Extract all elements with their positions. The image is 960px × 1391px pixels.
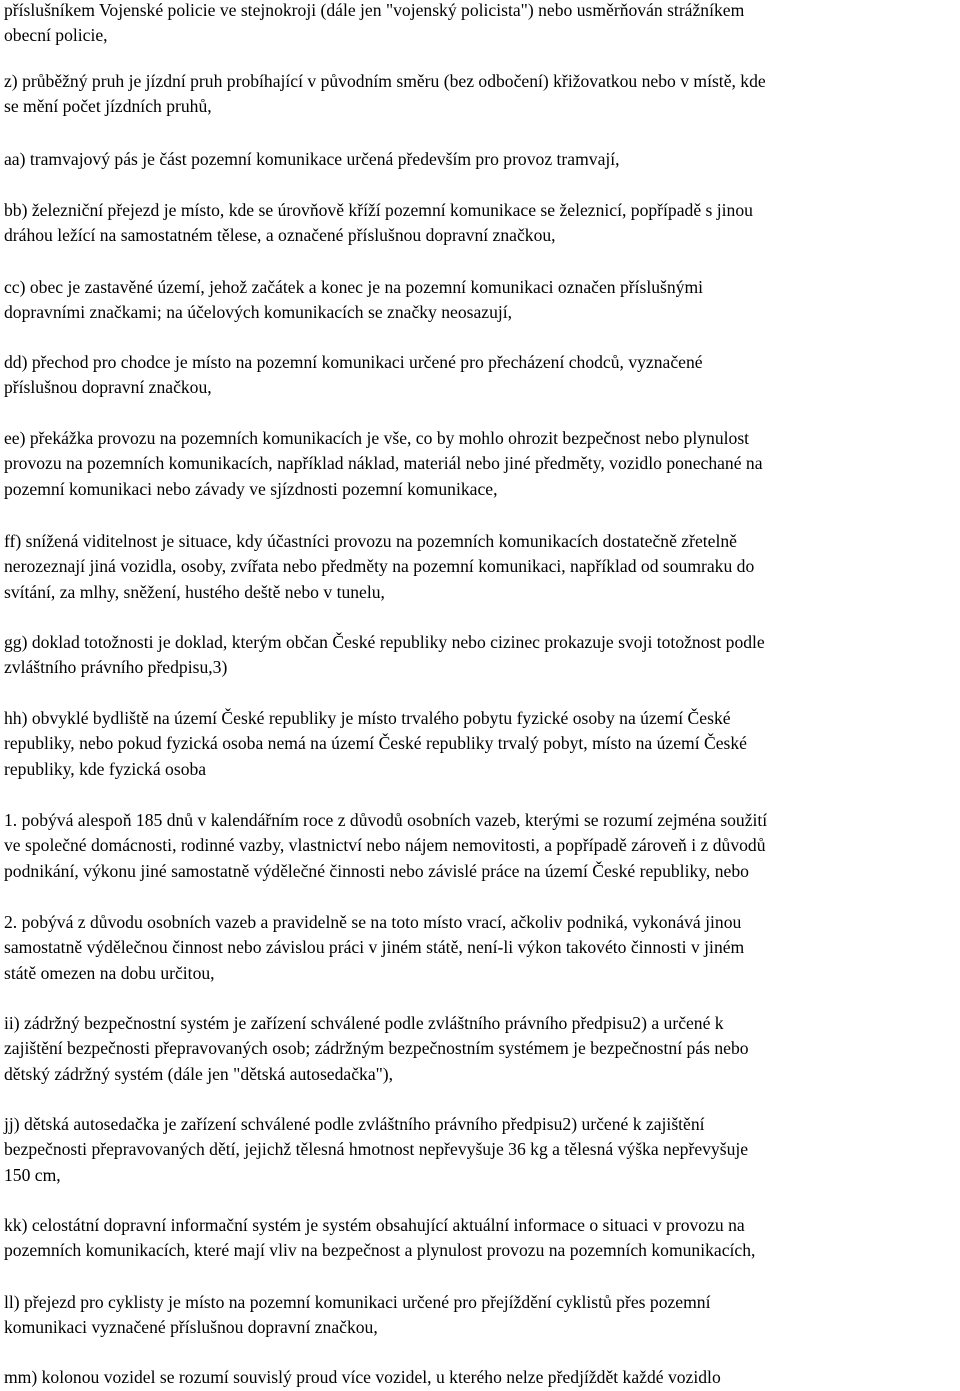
text-line: jj) dětská autosedačka je zařízení schválené podle zvláštního právního předpisu2) určené k zajištění [4, 1114, 705, 1134]
text-line: ll) přejezd pro cyklisty je místo na pozemní komunikaci určené pro přejíždění cyklistů přes pozemní [4, 1292, 711, 1312]
paragraph-z-through-lane [4, 69, 960, 120]
paragraph-kk-traffic-information-system [4, 1213, 960, 1264]
text-line: republiky, kde fyzická osoba [4, 758, 207, 779]
text-line: zajištění bezpečnosti přepravovaných osob; zádržným bezpečnostním systémem je bezpečnostní pás nebo [4, 1038, 749, 1059]
text-line: gg) doklad totožnosti je doklad, kterým občan České republiky nebo cizinec prokazuje svoji totožnost podle [4, 632, 765, 652]
paragraph-residence-condition-1 [4, 808, 960, 884]
text-line: republiky, nebo pokud fyzická osoba nemá na území České republiky trvalý pobyt, místo na území České [4, 733, 747, 754]
text-line: komunikaci vyznačené příslušnou dopravní značkou, [4, 1317, 378, 1338]
text-line: ee) překážka provozu na pozemních komunikacích je vše, co by mohlo ohrozit bezpečnost nebo plynulost [4, 428, 750, 448]
text-line: mm) kolonou vozidel se rozumí souvislý proud více vozidel, u kterého nelze předjíždět každé vozidlo [4, 1367, 721, 1387]
text-line: provozu na pozemních komunikacích, například náklad, materiál nebo jiné předměty, vozidlo ponechané na [4, 453, 763, 474]
text-line: dráhou ležící na samostatném tělese, a označené příslušnou dopravní značkou, [4, 225, 556, 246]
paragraph-ee-traffic-obstacle [4, 426, 960, 502]
text-line: kk) celostátní dopravní informační systém je systém obsahující aktuální informace o situaci v provozu na [4, 1215, 745, 1235]
text-line: příslušnou dopravní značkou, [4, 377, 212, 398]
paragraph-jj-child-seat [4, 1112, 960, 1188]
text-line: podnikání, výkonu jiné samostatně výdělečné činnosti nebo závislé práce na území České republiky, nebo [4, 860, 749, 881]
text-line: bezpečnosti přepravovaných dětí, jejichž tělesná hmotnost nepřevyšuje 36 kg a tělesná výška nepřevyšuje [4, 1139, 749, 1160]
paragraph-residence-condition-2 [4, 910, 960, 986]
text-line: dd) přechod pro chodce je místo na pozemní komunikaci určené pro přecházení chodců, vyznačené [4, 352, 703, 372]
text-line: zvláštního právního předpisu,3) [4, 657, 228, 678]
paragraph-aa-tram-lane [4, 147, 960, 172]
text-line: státě omezen na dobu určitou, [4, 962, 215, 983]
text-line: nerozeznají jiná vozidla, osoby, zvířata nebo předměty na pozemní komunikaci, například od soumraku do [4, 556, 755, 577]
text-line: hh) obvyklé bydliště na území České republiky je místo trvalého pobytu fyzické osoby na území České [4, 708, 731, 728]
text-line: ii) zádržný bezpečnostní systém je zařízení schválené podle zvláštního právního předpisu2) a určené k [4, 1013, 724, 1033]
text-line: bb) železniční přejezd je místo, kde se úrovňově kříží pozemní komunikace se železnicí, popřípadě s jinou [4, 200, 753, 220]
text-line: dopravními značkami; na účelových komunikacích se značky neosazují, [4, 302, 513, 323]
text-line: ff) snížená viditelnost je situace, kdy účastníci provozu na pozemních komunikacích dostatečně zřetelně [4, 531, 737, 551]
paragraph-military-police [4, 0, 960, 49]
paragraph-dd-pedestrian-crossing [4, 350, 960, 401]
text-line: 150 cm, [4, 1164, 61, 1185]
paragraph-hh-usual-residence [4, 706, 960, 782]
paragraph-ii-restraint-system [4, 1011, 960, 1087]
paragraph-mm-vehicle-convoy [4, 1365, 960, 1390]
paragraph-cc-municipality [4, 275, 960, 326]
text-line: dětský zádržný systém (dále jen "dětská autosedačka"), [4, 1063, 394, 1084]
text-line: pozemní komunikaci nebo závady ve sjízdnosti pozemní komunikace, [4, 478, 498, 499]
text-line: příslušníkem Vojenské policie ve stejnokroji (dále jen "vojenský policista") nebo usměrňován strážníkem [4, 0, 745, 20]
paragraph-gg-identity-document [4, 630, 960, 681]
text-line: se mění počet jízdních pruhů, [4, 96, 212, 117]
text-line: 1. pobývá alespoň 185 dnů v kalendářním roce z důvodů osobních vazeb, kterými se rozumí zejména soužití [4, 810, 768, 830]
paragraph-ll-cyclist-crossing [4, 1290, 960, 1341]
text-line: samostatně výdělečnou činnost nebo závislou práci v jiném státě, není-li výkon takovéto činnosti v jiném [4, 937, 745, 958]
paragraph-bb-railway-crossing [4, 198, 960, 249]
text-line: svítání, za mlhy, sněžení, hustého deště nebo v tunelu, [4, 581, 385, 602]
text-line: 2. pobývá z důvodu osobních vazeb a pravidelně se na toto místo vrací, ačkoliv podniká, vykonává jinou [4, 912, 742, 932]
paragraph-ff-reduced-visibility [4, 529, 960, 605]
text-line: aa) tramvajový pás je část pozemní komunikace určená především pro provoz tramvají, [4, 149, 620, 169]
text-line: pozemních komunikacích, které mají vliv na bezpečnost a plynulost provozu na pozemních komunikacích, [4, 1240, 756, 1261]
text-line: ve společné domácnosti, rodinné vazby, vlastnictví nebo nájem nemovitosti, a popřípadě zároveň i z důvodů [4, 835, 766, 856]
text-line: cc) obec je zastavěné území, jehož začátek a konec je na pozemní komunikaci označen příslušnými [4, 277, 704, 297]
text-line: z) průběžný pruh je jízdní pruh probíhající v původním směru (bez odbočení) křižovatkou nebo v místě, kde [4, 71, 766, 91]
text-line: obecní policie, [4, 25, 108, 46]
